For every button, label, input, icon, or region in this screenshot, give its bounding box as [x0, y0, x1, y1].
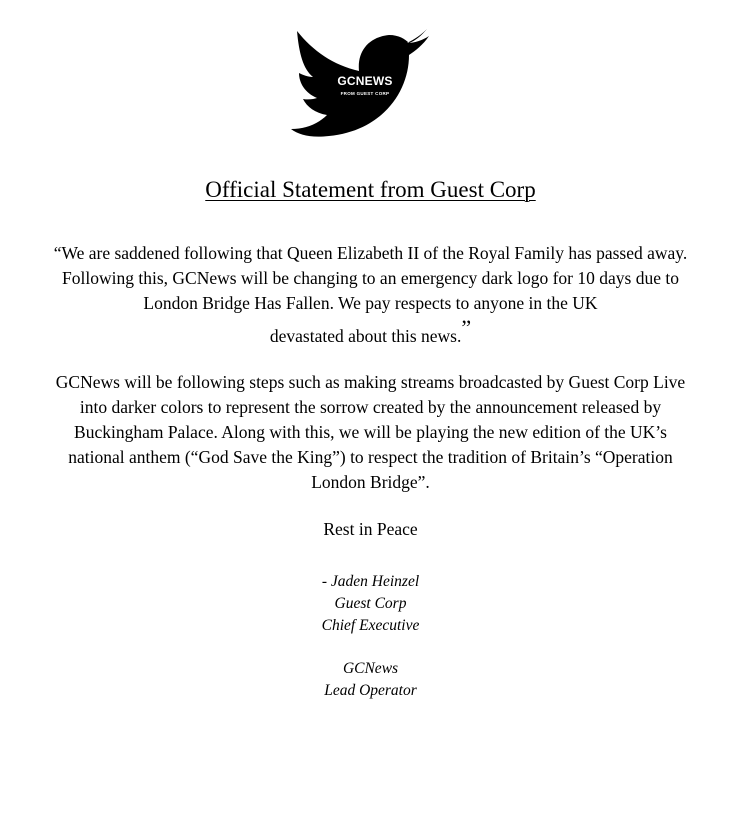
signature-role: Chief Executive [321, 617, 420, 634]
quote-text: We are saddened following that Queen Elizabeth II of the Royal Family has passed away. Following this, GCNews will be changing to an emergency dark logo for 10 days due to London Bridge Has Fallen. We pay respects to anyone in the UK [61, 243, 688, 313]
signature-org: Guest Corp [334, 595, 407, 612]
statement-heading: Official Statement from Guest Corp [205, 177, 536, 202]
logo-subtitle: FROM GUEST CORP [340, 91, 390, 96]
gcnews-logo [289, 23, 431, 141]
signature-block [0, 571, 741, 637]
quote-close-mark: ” [461, 315, 472, 340]
logo-title: GCNEWS [337, 74, 393, 88]
signature-name-line [0, 571, 741, 593]
signature-role-secondary: Lead Operator [324, 682, 417, 699]
quote-open-mark: “ [53, 243, 62, 263]
signature-org-secondary: GCNews [342, 660, 399, 677]
closing-line: Rest in Peace [323, 519, 418, 539]
signature-block-secondary [0, 658, 741, 702]
steps-paragraph: GCNews will be following steps such as making streams broadcasted by Guest Corp Live into darker colors to represent the sorrow created by the announcement released by Buckingham Palace. Along with this, we will be playing the new edition of the UK’s national anthem (“God Save the King”) to respect the tradition of Britain’s “Operation London Bridge”. [55, 372, 686, 492]
quote-paragraph [44, 241, 697, 349]
signature-dash: - [321, 573, 328, 590]
signature-name: Jaden Heinzel [330, 573, 420, 590]
quote-text-end: devastated about this news. [269, 326, 462, 346]
